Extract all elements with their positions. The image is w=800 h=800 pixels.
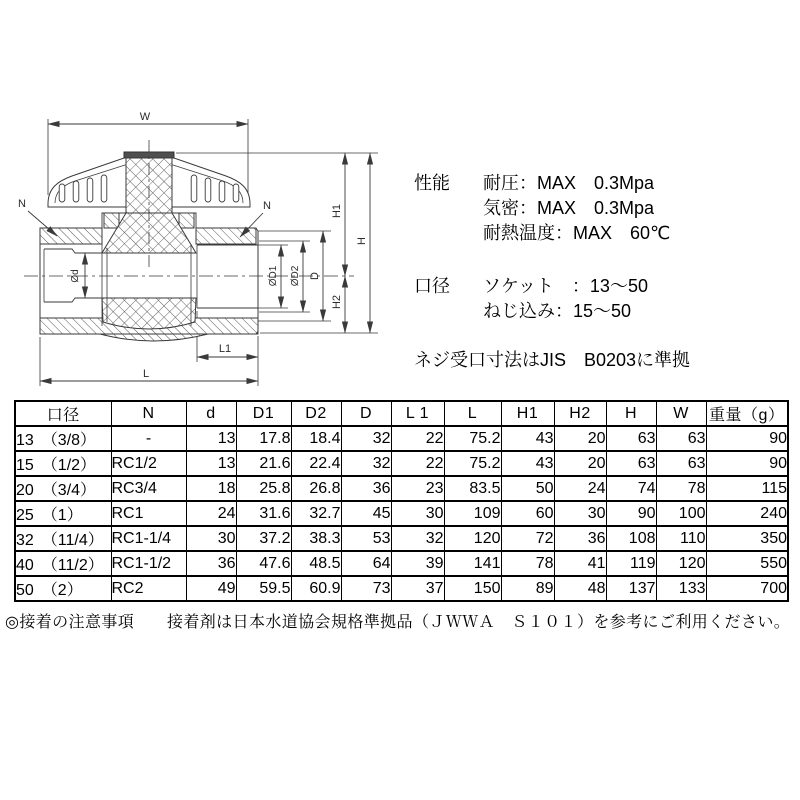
table-cell: 25.8 (236, 476, 291, 501)
dim-label-h2: H2 (331, 294, 343, 310)
spec-line-thread: ねじ込み：15～50 (483, 301, 632, 321)
column-header-5: D (341, 401, 391, 426)
table-cell: 38.3 (291, 526, 341, 551)
dim-label-d: D (309, 272, 321, 280)
table-cell: 15 （1/2） (15, 451, 111, 476)
table-cell: 41 (554, 551, 606, 576)
table-cell: 32 (341, 426, 391, 451)
table-cell: 36 (341, 476, 391, 501)
table-cell: 119 (606, 551, 656, 576)
table-cell: 60.9 (291, 576, 341, 601)
table-row (15, 501, 788, 526)
table-cell: 110 (656, 526, 706, 551)
valve-technical-drawing (0, 85, 400, 397)
jis-standard-note: ネジ受口寸法はJIS B0203に準拠 (414, 350, 691, 370)
table-cell: 24 (186, 501, 236, 526)
table-cell: 47.6 (236, 551, 291, 576)
table-cell: 13 (186, 426, 236, 451)
table-cell: 36 (554, 526, 606, 551)
table-cell: 24 (554, 476, 606, 501)
dimensions-table (14, 400, 789, 602)
column-header-3: D1 (236, 401, 291, 426)
table-cell: 90 (706, 451, 788, 476)
table-cell: 32 （11/4） (15, 526, 111, 551)
gland-left (104, 213, 119, 228)
table-cell: 90 (606, 501, 656, 526)
table-cell: 63 (656, 426, 706, 451)
table-cell: 59.5 (236, 576, 291, 601)
table-cell: 120 (444, 526, 501, 551)
table-cell: 120 (656, 551, 706, 576)
table-cell: 74 (606, 476, 656, 501)
table-row (15, 576, 788, 601)
dimension-labels-group (18, 111, 368, 380)
table-cell: 40 （11/2） (15, 551, 111, 576)
table-cell: 30 (554, 501, 606, 526)
table-cell: 32 (341, 451, 391, 476)
table-cell: 18.4 (291, 426, 341, 451)
table-cell: 17.8 (236, 426, 291, 451)
spec-line-temperature: 耐熱温度：MAX 60℃ (483, 223, 671, 243)
dim-label-l1: L1 (218, 343, 232, 355)
table-cell: 32.7 (291, 501, 341, 526)
table-cell: 20 (554, 426, 606, 451)
table-row (15, 426, 788, 451)
spec-line-socket: ソケット ：13～50 (483, 276, 648, 296)
table-cell: 31.6 (236, 501, 291, 526)
table-cell: 75.2 (444, 451, 501, 476)
table-cell: 21.6 (236, 451, 291, 476)
table-cell: 75.2 (444, 426, 501, 451)
column-header-9: H2 (554, 401, 606, 426)
table-cell: 150 (444, 576, 501, 601)
table-cell: 83.5 (444, 476, 501, 501)
table-row (15, 476, 788, 501)
table-cell: 22.4 (291, 451, 341, 476)
table-cell: 350 (706, 526, 788, 551)
table-cell: 36 (186, 551, 236, 576)
table-cell: 64 (341, 551, 391, 576)
table-cell: RC2 (111, 576, 186, 601)
table-cell: - (111, 426, 186, 451)
table-row (15, 451, 788, 476)
table-cell: 20 （3/4） (15, 476, 111, 501)
table-cell: 63 (606, 426, 656, 451)
table-cell: 133 (656, 576, 706, 601)
column-header-12: 重量（g） (706, 401, 788, 426)
table-header-row (15, 401, 788, 426)
table-cell: 72 (501, 526, 554, 551)
table-cell: 63 (606, 451, 656, 476)
table-cell: 78 (656, 476, 706, 501)
column-header-8: H1 (501, 401, 554, 426)
table-cell: 45 (341, 501, 391, 526)
column-header-2: d (186, 401, 236, 426)
spec-line-airtight: 気密：MAX 0.3Mpa (483, 198, 655, 218)
column-header-7: L (444, 401, 501, 426)
body-bottom-bulge (100, 334, 208, 341)
table-cell: 63 (656, 451, 706, 476)
table-cell: RC1-1/4 (111, 526, 186, 551)
column-header-1: N (111, 401, 186, 426)
table-cell: 90 (706, 426, 788, 451)
table-cell: 141 (444, 551, 501, 576)
spec-line-pressure: 耐圧：MAX 0.3Mpa (483, 173, 655, 193)
dim-label-od2: ØD2 (290, 265, 301, 287)
table-cell: 49 (186, 576, 236, 601)
table-cell: 115 (706, 476, 788, 501)
table-cell: 78 (501, 551, 554, 576)
performance-spec-block (414, 171, 670, 246)
performance-lines (483, 171, 670, 246)
table-cell: 550 (706, 551, 788, 576)
table-cell: 48 (554, 576, 606, 601)
column-header-10: H (606, 401, 656, 426)
column-header-6: L 1 (391, 401, 444, 426)
table-cell: 60 (501, 501, 554, 526)
dim-label-h: H (356, 237, 368, 245)
bore-label: 口径 (414, 276, 450, 296)
table-cell: RC1-1/2 (111, 551, 186, 576)
table-cell: 30 (186, 526, 236, 551)
adhesive-footer-note: ◎接着の注意事項 接着剤は日本水道協会規格準拠品（ＪＷＷＡ Ｓ１０１）を参考にご利用ください。 (5, 614, 791, 631)
table-cell: 240 (706, 501, 788, 526)
table-cell: 13 （3/8） (15, 426, 111, 451)
dim-label-n-right: N (263, 200, 271, 212)
table-cell: 89 (501, 576, 554, 601)
dim-label-w: W (139, 111, 151, 123)
table-cell: 22 (391, 426, 444, 451)
table-row (15, 526, 788, 551)
table-cell: 22 (391, 451, 444, 476)
table-cell: 18 (186, 476, 236, 501)
dim-label-l: L (142, 368, 150, 380)
table-cell: 26.8 (291, 476, 341, 501)
dim-label-od1: ØD1 (268, 265, 279, 287)
column-header-0: 口径 (15, 401, 111, 426)
table-cell: 109 (444, 501, 501, 526)
table-cell: 20 (554, 451, 606, 476)
table-cell: RC1/2 (111, 451, 186, 476)
table-cell: 37 (391, 576, 444, 601)
table-cell: 48.5 (291, 551, 341, 576)
dim-label-n-left: N (18, 198, 26, 210)
ball-lower (102, 298, 196, 329)
table-cell: 13 (186, 451, 236, 476)
column-header-4: D2 (291, 401, 341, 426)
table-cell: 37.2 (236, 526, 291, 551)
table-cell: 50 (501, 476, 554, 501)
table-cell: 43 (501, 426, 554, 451)
table-cell: 53 (341, 526, 391, 551)
table-cell: 50 （2） (15, 576, 111, 601)
table-cell: 32 (391, 526, 444, 551)
bore-spec-block (414, 274, 648, 324)
table-cell: 108 (606, 526, 656, 551)
table-cell: 100 (656, 501, 706, 526)
dim-label-h1: H1 (331, 203, 343, 219)
performance-label: 性能 (414, 173, 450, 193)
table-cell: 25 （1） (15, 501, 111, 526)
table-cell: RC3/4 (111, 476, 186, 501)
table-cell: 43 (501, 451, 554, 476)
table-cell: RC1 (111, 501, 186, 526)
bore-lines (483, 274, 648, 324)
table-cell: 73 (341, 576, 391, 601)
column-header-11: W (656, 401, 706, 426)
table-cell: 23 (391, 476, 444, 501)
table-cell: 700 (706, 576, 788, 601)
dim-label-od: Ød (70, 269, 81, 283)
table-row (15, 551, 788, 576)
table-cell: 30 (391, 501, 444, 526)
table-cell: 137 (606, 576, 656, 601)
gland-right (179, 213, 194, 228)
table-cell: 39 (391, 551, 444, 576)
